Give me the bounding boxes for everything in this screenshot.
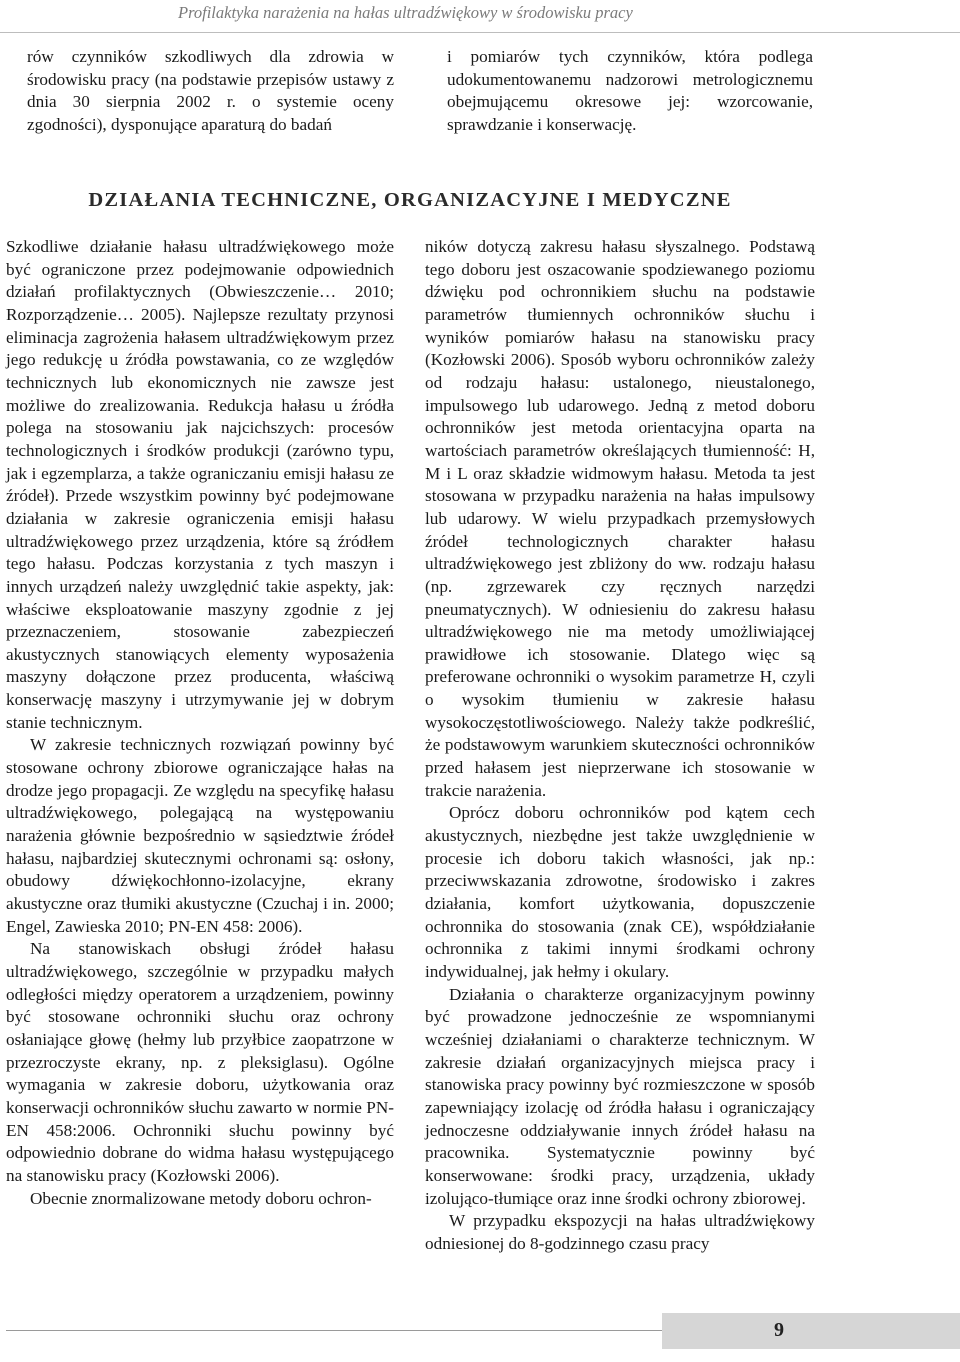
paragraph: Szkodliwe działanie hałasu ultradźwiękowego może być ograniczone przez podejmowanie odpowiednich działań profilaktycznych (Obwieszczenie… 2010; Rozporządzenie… 2005). Najlepsze rezultaty przynosi eliminacja zagrożenia hałasem ultradźwiękowym przez jego redukcję u źródła powstawania, co ze względów technicznych lub ekonomicznych nie zawsze jest możliwe do zrealizowania. Redukcja hałasu u źródła polega na stosowaniu jak najcichszych: procesów technologicznych i środków produkcji (zarówno typu, jak i egzemplarza, a także ograniczaniu emisji hałasu ze źródeł). Przede wszystkim powinny być podejmowane działania w zakresie ograniczenia emisji hałasu ultradźwiękowego przez urządzenia, które są źródłem tego hałasu. Podczas korzystania z tych maszyn i innych urządzeń należy uwzględnić takie aspekty, jak: właściwe eksploatowanie maszyny zgodnie z jej przeznaczeniem, stosowanie zabezpieczeń akustycznych stanowiących elementy wyposażenia maszyny dołączone przez producenta, właściwą konserwację maszyny i utrzymywanie jej w dobrym stanie technicznym. xyxy=(6,237,394,732)
paragraph: W zakresie technicznych rozwiązań powinny być stosowane ochrony zbiorowe ograniczające hałas na drodze jego propagacji. Ze względu na specyfikę hałasu ultradźwiękowego, polegającą na występowaniu narażenia głównie bezpośrednio w sąsiedztwie źródeł hałasu, najbardziej skutecznymi ochronami są: osłony, obudowy dźwiękochłonno-izolacyjne, ekrany akustyczne oraz tłumiki akustyczne (Czuchaj i in. 2000; Engel, Zawieska 2010; PN-EN 458: 2006). xyxy=(6,735,394,936)
body-right-column xyxy=(425,236,815,1256)
intro-right-text: i pomiarów tych czynników, która podlega udokumentowanemu nadzorowi metrologicznemu obejmującemu okresowe jej: wzorcowanie, sprawdzanie i konserwację. xyxy=(447,47,813,134)
paragraph: W przypadku ekspozycji na hałas ultradźwiękowy odniesionej do 8-godzinnego czasu pracy xyxy=(425,1211,815,1253)
page-number: 9 xyxy=(774,1319,784,1341)
paragraph: ników dotyczą zakresu hałasu słyszalnego. Podstawą tego doboru jest oszacowanie spodziewanego poziomu dźwięku pod ochronnikiem słuchu na podstawie parametrów tłumiennych ochronników słuchu i wyników pomiarów hałasu na stanowisku pracy (Kozłowski 2006). Sposób wyboru ochronników zależy od rodzaju hałasu: ustalonego, nieustalonego, impulsowego lub udarowego. Jedną z metod doboru ochronników jest metoda orientacyjna oparta na wartościach parametrów określających tłumienność: H, M i L oraz składzie widmowym hałasu. Metoda ta jest stosowana w przypadku narażenia na hałas impulsowy lub udarowy. W wielu przypadkach przemysłowych źródeł technologicznych charakter hałasu ultradźwiękowego jest zbliżony do ww. rodzaju hałasu (np. zgrzewarek czy ręcznych narzędzi pneumatycznych). W odniesieniu do zakresu hałasu ultradźwiękowego nie ma metody umożliwiającej prawidłowe ich stosowanie. Dlatego więc są preferowane ochronniki o wysokim parametrze H, czyli o wysokim tłumieniu w zakresie hałasu wysokoczęstotliwościowego. Należy także podkreślić, że podstawowym warunkiem skuteczności ochronników przed hałasem jest nieprzerwane ich stosowanie w trakcie narażenia. xyxy=(425,237,815,800)
intro-right-column xyxy=(447,46,813,137)
page-number-box xyxy=(662,1313,960,1349)
paragraph: Obecnie znormalizowane metody doboru ochron- xyxy=(30,1188,372,1208)
paragraph: Na stanowiskach obsługi źródeł hałasu ultradźwiękowego, szczególnie w przypadku małych odległości między operatorem a urządzeniem, powinny być stosowane ochronniki słuchu oraz ochrony osłaniające głowę (hełmy lub przyłbice zaopatrzone w przezroczyste ekrany, np. z pleksiglasu). Ogólne wymagania w zakresie doboru, użytkowania oraz konserwacji ochronników słuchu zawarto w normie PN-EN 458:2006. Ochronniki słuchu powinny być odpowiednio dobrane do widma hałasu występującego na stanowisku pracy (Kozłowski 2006). xyxy=(6,939,394,1185)
paragraph: Działania o charakterze organizacyjnym powinny być prowadzone jednocześnie ze wspomnianymi wcześniej działaniami o charakterze technicznym. W zakresie działań organizacyjnych miejsca pracy i stanowiska pracy powinny być rozmieszczone w sposób zapewniający izolację od źródła hałasu i ograniczający jednoczesne oddziaływanie innych źródeł hałasu na pracownika. Systematycznie powinny być konserwowane: środki pracy, urządzenia, układy izolująco-tłumiące oraz inne środki ochrony zbiorowej. xyxy=(425,984,815,1208)
section-heading: DZIAŁANIA TECHNICZNE, ORGANIZACYJNE I MEDYCZNE xyxy=(88,189,732,211)
intro-left-text: rów czynników szkodliwych dla zdrowia w środowisku pracy (na podstawie przepisów ustawy z dnia 30 sierpnia 2002 r. o systemie oceny zgodności), dysponujące aparaturą do badań xyxy=(27,47,394,134)
body-left-column xyxy=(6,236,394,1210)
running-header xyxy=(0,0,960,33)
intro-left-column xyxy=(27,46,394,137)
paragraph: Oprócz doboru ochronników pod kątem cech akustycznych, niezbędne jest także uwzględnienie w procesie ich doboru takich własności, jak np.: przeciwwskazania zdrowotne, środowisko i zakres działania, komfort użytkowania, dopuszczenie ochronnika do stosowania (znak CE), współdziałanie ochronnika z takimi innymi środkami ochrony indywidualnej, jak hełmy i okulary. xyxy=(425,803,815,981)
running-header-title: Profilaktyka narażenia na hałas ultradźwiękowy w środowisku pracy xyxy=(178,3,633,22)
